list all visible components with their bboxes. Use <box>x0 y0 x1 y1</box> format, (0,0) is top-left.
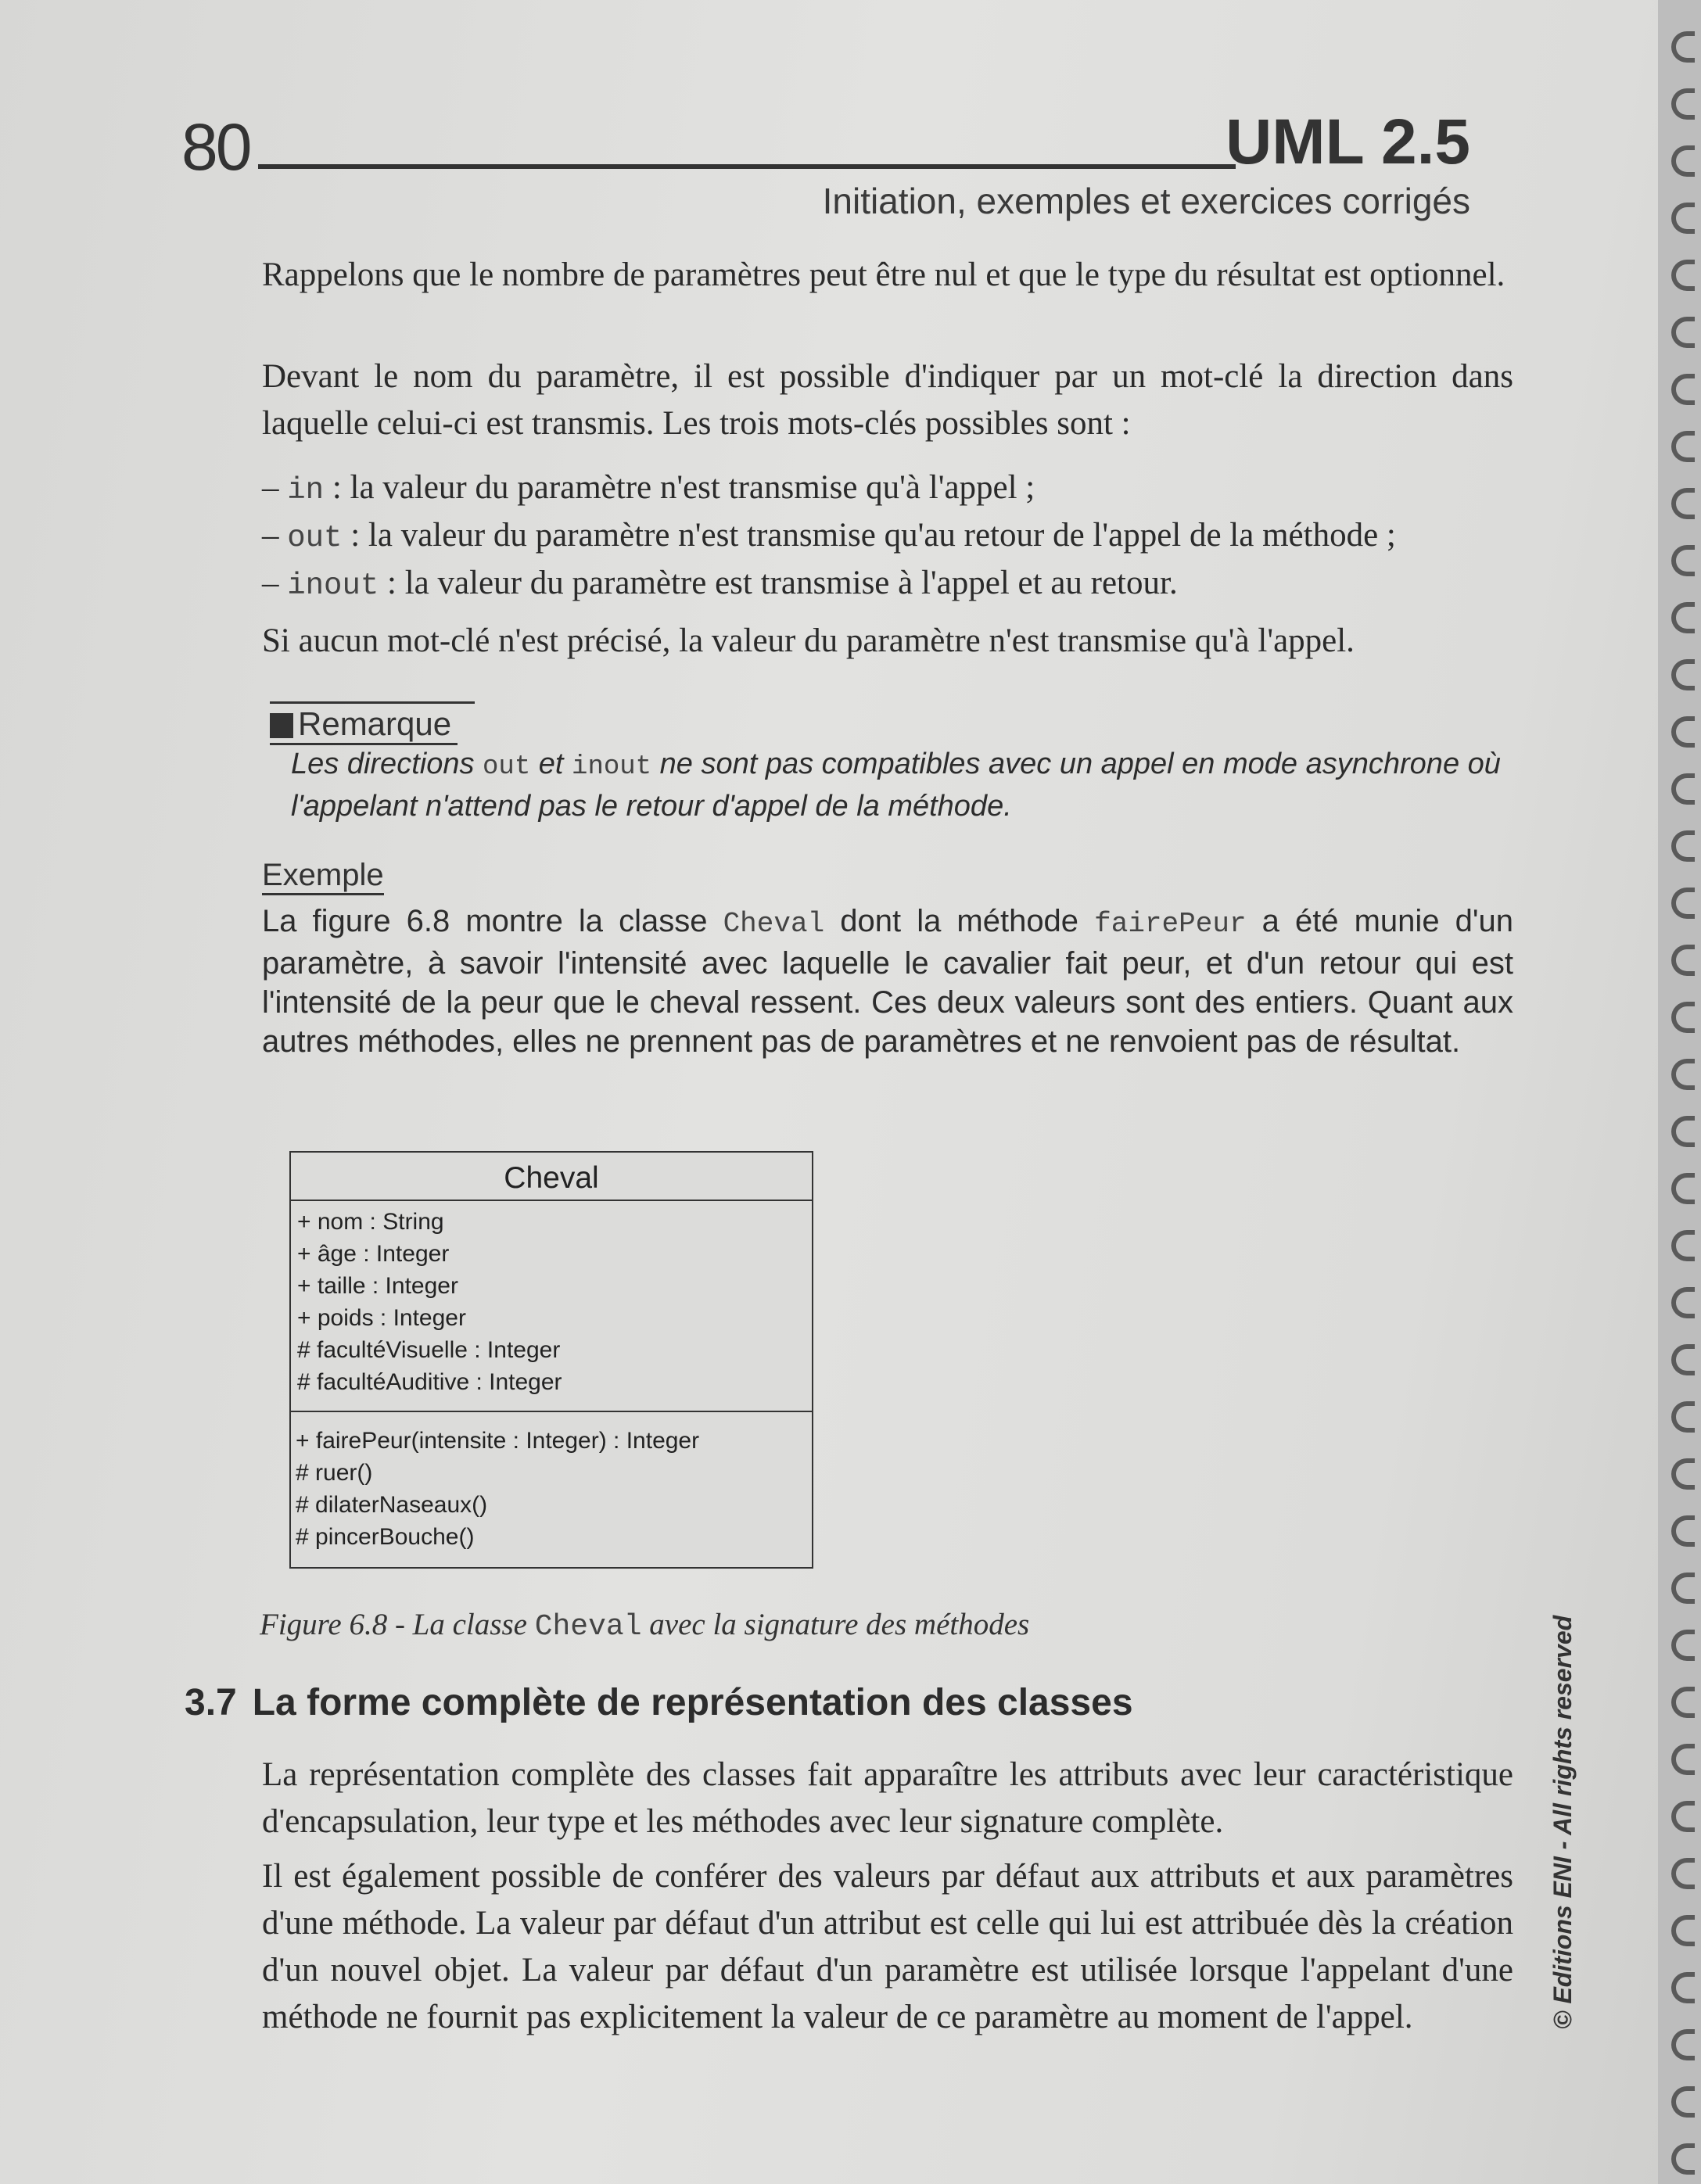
book-title: UML 2.5 <box>1226 106 1470 178</box>
section-paragraph-2: Il est également possible de conférer des valeurs par défaut aux attributs et aux paramètres d'une méthode. La valeur par défaut d'un attribut est celle qui lui est attribuée dès la création d'un nouvel objet. La valeur par défaut d'un paramètre est utilisée lorsque l'appelant d'une méthode ne fournit pas explicitement la valeur de ce paramètre au moment de l'appel. <box>262 1858 1513 2035</box>
spiral-binding <box>1658 0 1701 2184</box>
list-item: – inout : la valeur du paramètre est transmise à l'appel et au retour. <box>262 565 1178 603</box>
spiral-coil <box>1671 830 1695 862</box>
spiral-coil <box>1671 1573 1695 1604</box>
uml-operation: # dilaterNaseaux() <box>296 1492 488 1518</box>
section-title: La forme complète de représentation des classes <box>252 1682 1133 1723</box>
spiral-coil <box>1671 2143 1695 2175</box>
spiral-coil <box>1671 1458 1695 1490</box>
copyright-notice: © Editions ENI - All rights reserved <box>1548 1615 1577 2029</box>
spiral-coil <box>1671 1230 1695 1261</box>
keyword-list <box>262 465 1513 608</box>
spiral-coil <box>1671 374 1695 405</box>
header-rule <box>258 164 1236 169</box>
spiral-coil <box>1671 1801 1695 1832</box>
spiral-coil <box>1671 1915 1695 1946</box>
spiral-coil <box>1671 1687 1695 1718</box>
spiral-coil <box>1671 1116 1695 1147</box>
spiral-coil <box>1671 1515 1695 1547</box>
spiral-coil <box>1671 716 1695 748</box>
remark-title: Remarque <box>270 705 458 745</box>
uml-attribute: + âge : Integer <box>297 1241 450 1267</box>
uml-operation: # ruer() <box>296 1460 373 1486</box>
uml-operation: + fairePeur(intensite : Integer) : Integer <box>296 1428 700 1454</box>
uml-attributes <box>291 1201 812 1412</box>
spiral-coil <box>1671 1972 1695 2003</box>
spiral-coil <box>1671 773 1695 805</box>
spiral-coil <box>1671 945 1695 976</box>
uml-class-name: Cheval <box>291 1153 812 1201</box>
list-item: – out : la valeur du paramètre n'est transmise qu'au retour de l'appel de la méthode ; <box>262 517 1396 555</box>
uml-attribute: + poids : Integer <box>297 1305 466 1331</box>
list-item: – in : la valeur du paramètre n'est transmise qu'à l'appel ; <box>262 469 1035 507</box>
remark-rule <box>270 701 475 704</box>
uml-attribute: + nom : String <box>297 1209 444 1235</box>
uml-attribute: # facultéAuditive : Integer <box>297 1369 562 1395</box>
spiral-coil <box>1671 88 1695 120</box>
spiral-coil <box>1671 888 1695 919</box>
spiral-coil <box>1671 659 1695 690</box>
spiral-coil <box>1671 1744 1695 1775</box>
book-subtitle: Initiation, exemples et exercices corrigés <box>822 181 1470 221</box>
uml-attribute: + taille : Integer <box>297 1273 458 1299</box>
square-bullet-icon <box>270 713 293 738</box>
keyword-out: out <box>287 521 343 555</box>
spiral-coil <box>1671 1630 1695 1661</box>
spiral-coil <box>1671 2029 1695 2060</box>
spiral-coil <box>1671 2086 1695 2118</box>
section-heading <box>185 1681 1133 1724</box>
paragraph-default-direction: Si aucun mot-clé n'est précisé, la valeur du paramètre n'est transmise qu'à l'appel. <box>262 622 1355 659</box>
spiral-coil <box>1671 1401 1695 1433</box>
spiral-coil <box>1671 1173 1695 1204</box>
uml-attribute: # facultéVisuelle : Integer <box>297 1337 561 1363</box>
spiral-coil <box>1671 1059 1695 1090</box>
spiral-coil <box>1671 31 1695 63</box>
spiral-coil <box>1671 1287 1695 1318</box>
spiral-coil <box>1671 431 1695 462</box>
section-paragraph-1: La représentation complète des classes fait apparaître les attributs avec leur caractéristique d'encapsulation, leur type et les méthodes avec leur signature complète. <box>262 1756 1513 1840</box>
figure-caption: Figure 6.8 - La classe Cheval avec la signature des méthodes <box>260 1608 1030 1644</box>
spiral-coil <box>1671 602 1695 633</box>
uml-operation: # pincerBouche() <box>296 1524 475 1550</box>
spiral-coil <box>1671 1858 1695 1889</box>
spiral-coil <box>1671 488 1695 519</box>
spiral-coil <box>1671 1344 1695 1375</box>
section-number: 3.7 <box>185 1682 237 1723</box>
spiral-coil <box>1671 1002 1695 1033</box>
remark-text: Les directions out et inout ne sont pas compatibles avec un appel en mode asynchrone où l'appelant n'attend pas le retour d'appel de la méthode. <box>291 748 1501 823</box>
spiral-coil <box>1671 260 1695 291</box>
spiral-coil <box>1671 545 1695 576</box>
spiral-coil <box>1671 145 1695 177</box>
paragraph-direction: Devant le nom du paramètre, il est possible d'indiquer par un mot-clé la direction dans laquelle celui-ci est transmis. Les trois mots-clés possibles sont : <box>262 358 1513 442</box>
page-number: 80 <box>181 110 250 184</box>
paragraph-parameters: Rappelons que le nombre de paramètres peut être nul et que le type du résultat est optionnel. <box>262 256 1505 293</box>
example-title: Exemple <box>262 858 384 895</box>
example-text: La figure 6.8 montre la classe Cheval dont la méthode fairePeur a été munie d'un paramètre, à savoir l'intensité avec laquelle le cavalier fait peur, et d'un retour qui est l'intensité de la peur que le cheval ressent. Ces deux valeurs sont des entiers. Quant aux autres méthodes, elles ne prennent pas de paramètres et ne renvoient pas de résultat. <box>262 904 1514 1059</box>
spiral-coil <box>1671 317 1695 348</box>
uml-operations <box>291 1412 812 1553</box>
keyword-in: in <box>287 473 325 507</box>
keyword-inout: inout <box>287 568 379 603</box>
uml-class-diagram <box>289 1151 813 1569</box>
spiral-coil <box>1671 203 1695 234</box>
